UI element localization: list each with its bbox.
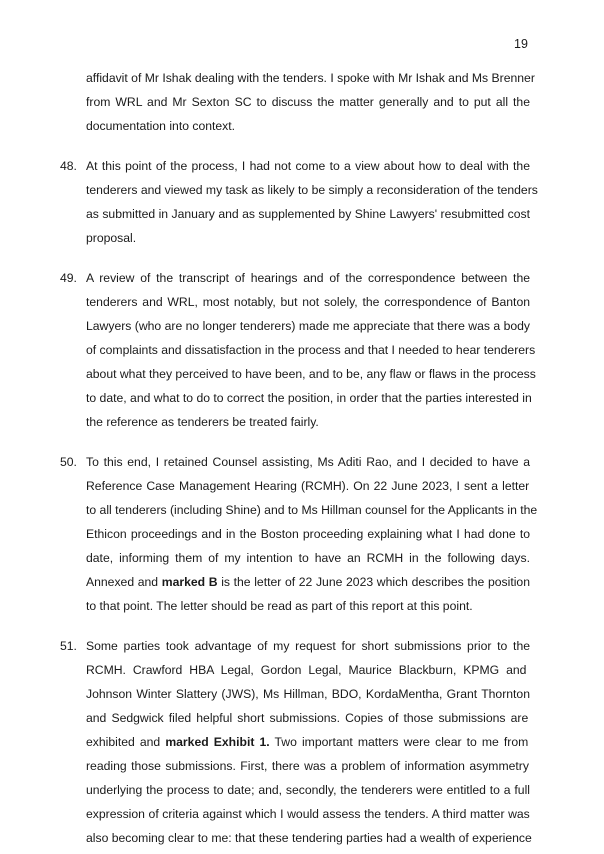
text-line: documentation into context. — [86, 119, 236, 133]
text-line: underlying the process to date; and, secondly, the tenderers were entitled to a full — [86, 783, 530, 797]
text-line — [86, 574, 530, 590]
text-line: of complaints and dissatisfaction in the process and that I needed to hear tenderers — [86, 343, 536, 357]
text-line: Ethicon proceedings and in the Boston proceeding explaining what I had done to — [86, 527, 530, 541]
text-line: date, informing them of my intention to have an RCMH in the following days. — [86, 551, 530, 565]
paragraph-number: 49. — [60, 271, 77, 285]
bold-reference: marked Exhibit 1. — [165, 735, 270, 749]
text-line: RCMH. Crawford HBA Legal, Gordon Legal, Maurice Blackburn, KPMG and — [86, 663, 527, 677]
text-line: to all tenderers (including Shine) and to Ms Hillman counsel for the Applicants in the — [86, 503, 538, 517]
text-line: to date, and what to do to correct the position, in order that the parties interested in — [86, 391, 532, 405]
text-line: Reference Case Management Hearing (RCMH). On 22 June 2023, I sent a letter — [86, 479, 530, 493]
text-line: about what they perceived to have been, and to be, any flaw or flaws in the process — [86, 367, 536, 381]
text-line: as submitted in January and as supplemented by Shine Lawyers' resubmitted cost — [86, 207, 530, 221]
text-run: is the letter of 22 June 2023 which describes the position — [217, 575, 530, 589]
text-line: To this end, I retained Counsel assisting, Ms Aditi Rao, and I decided to have a — [86, 455, 530, 469]
text-line: also becoming clear to me: that these tendering parties had a wealth of experience — [86, 831, 532, 845]
text-line: proposal. — [86, 231, 137, 245]
text-run: Annexed and — [86, 575, 162, 589]
text-line: and Sedgwick filed helpful short submissions. Copies of those submissions are — [86, 711, 529, 725]
text-line: Johnson Winter Slattery (JWS), Ms Hillman, BDO, KordaMentha, Grant Thornton — [86, 687, 530, 701]
paragraph-number: 51. — [60, 639, 77, 653]
text-line: to that point. The letter should be read as part of this report at this point. — [86, 599, 473, 613]
text-run: exhibited and — [86, 735, 166, 749]
text-line: tenderers and viewed my task as likely to be simply a reconsideration of the tenders — [86, 183, 538, 197]
text-run: Two important matters were clear to me from — [269, 735, 529, 749]
paragraph-number: 48. — [60, 159, 77, 173]
text-line: Some parties took advantage of my request for short submissions prior to the — [86, 639, 530, 653]
text-line: At this point of the process, I had not come to a view about how to deal with the — [86, 159, 530, 173]
text-line — [86, 734, 528, 750]
text-line: Lawyers (who are no longer tenderers) made me appreciate that there was a body — [86, 319, 530, 333]
text-line: expression of criteria against which I would assess the tenders. A third matter was — [86, 807, 530, 821]
text-line: reading those submissions. First, there was a problem of information asymmetry — [86, 759, 529, 773]
text-line: affidavit of Mr Ishak dealing with the tenders. I spoke with Mr Ishak and Ms Brenner — [86, 71, 535, 85]
text-line: A review of the transcript of hearings and of the correspondence between the — [86, 271, 530, 285]
text-line: tenderers and WRL, most notably, but not solely, the correspondence of Banton — [86, 295, 530, 309]
bold-reference: marked B — [161, 575, 218, 589]
paragraph-number: 50. — [60, 455, 77, 469]
text-line: from WRL and Mr Sexton SC to discuss the matter generally and to put all the — [86, 95, 530, 109]
page-number: 19 — [514, 37, 528, 51]
text-line: the reference as tenderers be treated fairly. — [86, 415, 319, 429]
